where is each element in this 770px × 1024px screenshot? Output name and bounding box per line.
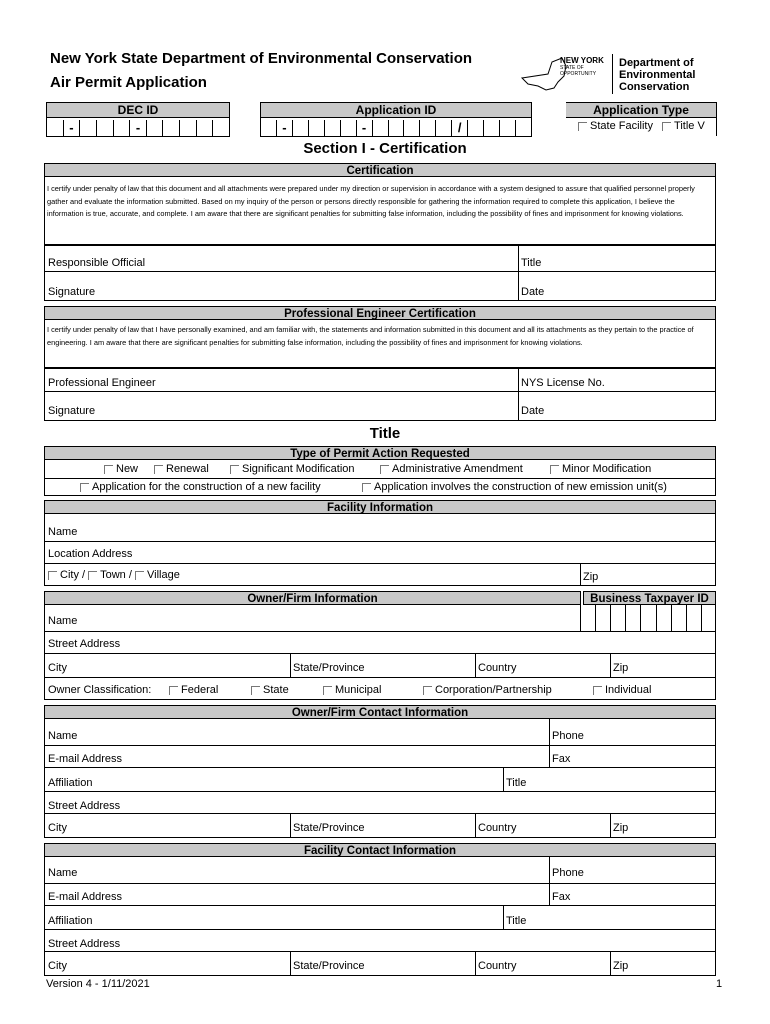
id-cell[interactable] bbox=[516, 120, 531, 136]
divider bbox=[549, 746, 550, 767]
id-cell[interactable] bbox=[309, 120, 325, 136]
country-label: Country bbox=[478, 662, 517, 674]
minor-checkbox[interactable] bbox=[550, 465, 559, 474]
zip-label: Zip bbox=[613, 960, 629, 972]
id-cell[interactable] bbox=[484, 120, 500, 136]
facility-contact-bar: Facility Contact Information bbox=[44, 843, 716, 857]
name-label: Name bbox=[48, 867, 78, 879]
phone-label: Phone bbox=[552, 730, 584, 742]
title-label: Title bbox=[506, 777, 527, 789]
cls-state-label: State bbox=[263, 684, 289, 696]
opt-new-label: New bbox=[116, 463, 139, 475]
oc-city-row[interactable] bbox=[44, 814, 716, 838]
city-checkbox[interactable] bbox=[48, 571, 57, 580]
renewal-checkbox[interactable] bbox=[154, 465, 163, 474]
id-cell[interactable] bbox=[197, 120, 214, 136]
id-cell[interactable] bbox=[147, 120, 164, 136]
opt-new[interactable] bbox=[104, 463, 138, 475]
dec-id-label: DEC ID bbox=[47, 103, 229, 118]
affiliation-label: Affiliation bbox=[48, 915, 93, 927]
sigmod-checkbox[interactable] bbox=[230, 465, 239, 474]
divider bbox=[549, 857, 550, 883]
opt-sigmod-label: Significant Modification bbox=[242, 463, 355, 475]
city-label: City bbox=[48, 822, 67, 834]
cls-municipal[interactable] bbox=[323, 684, 381, 696]
id-cell[interactable] bbox=[404, 120, 420, 136]
owner-class-row[interactable] bbox=[44, 678, 716, 700]
zip-label: Zip bbox=[583, 571, 599, 583]
cls-individual[interactable] bbox=[593, 684, 651, 696]
divider bbox=[503, 768, 504, 791]
fax-label: Fax bbox=[552, 891, 571, 903]
app-type-label: Application Type bbox=[566, 103, 716, 118]
opt-admin-label: Administrative Amendment bbox=[392, 463, 523, 475]
date-label: Date bbox=[521, 286, 545, 298]
tax-cell[interactable] bbox=[595, 605, 610, 632]
city-town-village-row[interactable] bbox=[44, 564, 716, 586]
responsible-official-row[interactable] bbox=[44, 245, 716, 272]
location-address-label: Location Address bbox=[48, 548, 133, 560]
id-cell-slash: / bbox=[452, 120, 468, 136]
state-province-label: State/Province bbox=[293, 822, 365, 834]
street-address-label: Street Address bbox=[48, 800, 121, 812]
id-cell[interactable] bbox=[114, 120, 131, 136]
owner-name-label: Name bbox=[48, 615, 78, 627]
title-label: Title bbox=[506, 915, 527, 927]
cls-corp-label: Corporation/Partnership bbox=[435, 684, 552, 696]
affiliation-label: Affiliation bbox=[48, 777, 93, 789]
fax-label: Fax bbox=[552, 753, 571, 765]
owner-class-label: Owner Classification: bbox=[48, 684, 152, 696]
fc-affiliation-row[interactable] bbox=[44, 906, 716, 930]
owner-street-row[interactable] bbox=[44, 632, 716, 654]
id-cell[interactable] bbox=[373, 120, 389, 136]
dec-id-cells[interactable] bbox=[47, 120, 229, 136]
village-checkbox[interactable] bbox=[135, 571, 144, 580]
divider bbox=[610, 814, 611, 837]
page-number: 1 bbox=[716, 978, 723, 990]
app-type-options bbox=[578, 120, 705, 132]
opt-minor-label: Minor Modification bbox=[562, 463, 652, 475]
divider bbox=[518, 246, 519, 271]
dec-id-box bbox=[46, 102, 230, 137]
construct-units-checkbox[interactable] bbox=[362, 483, 371, 492]
new-checkbox[interactable] bbox=[104, 465, 113, 474]
opt-renewal-label: Renewal bbox=[166, 463, 209, 475]
state-facility-label: State Facility bbox=[590, 120, 653, 132]
divider bbox=[475, 952, 476, 975]
tax-cell[interactable] bbox=[610, 605, 625, 632]
street-address-label: Street Address bbox=[48, 638, 121, 650]
divider bbox=[549, 719, 550, 745]
tax-cell[interactable] bbox=[686, 605, 701, 632]
opt-construct-facility[interactable] bbox=[80, 481, 321, 493]
cls-state[interactable] bbox=[251, 684, 289, 696]
federal-checkbox[interactable] bbox=[169, 686, 178, 695]
street-address-label: Street Address bbox=[48, 938, 121, 950]
name-label: Name bbox=[48, 730, 78, 742]
certification-bar: Certification bbox=[44, 163, 716, 177]
cert-text: I certify under penalty of law that this document and all attachments were prepared under my direction or supervision in accordance with a system designed to assure that qualified personnel properly gather and evaluate the information submitted. Based on my inquiry of the person or persons directly responsible for gathering the information required to complete this application, I believe the information is true, accurate, and complete. I am aware that there are significant penalties for submitting false information, including the possibility of fines and imprisonment for knowing violations. bbox=[47, 184, 695, 219]
divider bbox=[290, 952, 291, 975]
id-cell[interactable] bbox=[163, 120, 180, 136]
divider bbox=[290, 814, 291, 837]
signature-label: Signature bbox=[48, 405, 96, 417]
cls-municipal-label: Municipal bbox=[335, 684, 382, 696]
logo-sub2: OPPORTUNITY bbox=[560, 71, 597, 77]
id-cell[interactable] bbox=[341, 120, 357, 136]
id-cell-dash: - bbox=[277, 120, 293, 136]
taxpayer-id-cells[interactable] bbox=[580, 605, 716, 632]
app-id-label: Application ID bbox=[261, 103, 531, 118]
city-label: City bbox=[48, 960, 67, 972]
city-option-label: City / bbox=[60, 569, 86, 581]
id-cell[interactable] bbox=[468, 120, 484, 136]
cls-federal-label: Federal bbox=[181, 684, 219, 696]
logo-divider bbox=[612, 54, 613, 94]
id-cell[interactable] bbox=[500, 120, 516, 136]
form-title: Air Permit Application bbox=[50, 74, 207, 91]
owner-city-row[interactable] bbox=[44, 654, 716, 678]
state-province-label: State/Province bbox=[293, 960, 365, 972]
zip-label: Zip bbox=[613, 822, 629, 834]
divider bbox=[44, 478, 716, 479]
municipal-checkbox[interactable] bbox=[323, 686, 332, 695]
id-cell[interactable] bbox=[436, 120, 452, 136]
opt-construct-units[interactable] bbox=[362, 481, 667, 493]
signature-label: Signature bbox=[48, 286, 96, 298]
cls-individual-label: Individual bbox=[605, 684, 652, 696]
app-type-box bbox=[566, 102, 717, 136]
fc-street-row[interactable] bbox=[44, 930, 716, 952]
city-label: City bbox=[48, 662, 67, 674]
corp-checkbox[interactable] bbox=[423, 686, 432, 695]
opt-minor[interactable] bbox=[550, 463, 651, 475]
id-cell[interactable] bbox=[293, 120, 309, 136]
id-cell[interactable] bbox=[261, 120, 277, 136]
email-label: E-mail Address bbox=[48, 891, 122, 903]
divider bbox=[475, 814, 476, 837]
id-cell[interactable] bbox=[213, 120, 229, 136]
oc-affiliation-row[interactable] bbox=[44, 768, 716, 792]
app-id-cells[interactable] bbox=[261, 120, 531, 136]
facility-name-row[interactable] bbox=[44, 514, 716, 542]
tax-cell[interactable] bbox=[640, 605, 655, 632]
facility-info-bar: Facility Information bbox=[44, 500, 716, 514]
tax-cell[interactable] bbox=[671, 605, 686, 632]
opt-construct-units-label: Application involves the construction of new emission unit(s) bbox=[374, 481, 667, 493]
facility-name-label: Name bbox=[48, 526, 78, 538]
town-option-label: Town / bbox=[100, 569, 132, 581]
location-address-row[interactable] bbox=[44, 542, 716, 564]
oc-name-row[interactable] bbox=[44, 719, 716, 746]
responsible-official-label: Responsible Official bbox=[48, 257, 146, 269]
id-cell[interactable] bbox=[47, 120, 64, 136]
divider bbox=[290, 654, 291, 677]
opt-renewal[interactable] bbox=[154, 463, 209, 475]
id-cell-dash: - bbox=[64, 120, 81, 136]
logo-dept-line3: Conservation bbox=[619, 81, 690, 93]
permit-action-bar: Type of Permit Action Requested bbox=[44, 446, 716, 460]
section2-title: Title bbox=[369, 425, 401, 442]
id-cell[interactable] bbox=[420, 120, 436, 136]
date-label: Date bbox=[521, 405, 545, 417]
logo-dept-line1: Department of bbox=[619, 57, 694, 69]
divider bbox=[518, 369, 519, 391]
owner-contact-bar: Owner/Firm Contact Information bbox=[44, 705, 716, 719]
cls-federal[interactable] bbox=[169, 684, 218, 696]
fc-city-row[interactable] bbox=[44, 952, 716, 976]
pe-label: Professional Engineer bbox=[48, 377, 156, 389]
pe-text: I certify under penalty of law that I have personally examined, and am familiar with, the statements and information submitted in this document and all its attachments as they pertain to the practice of engineering. I am aware that there are significant penalties for submitting false information, including the possibility of fines and imprisonment for knowing violations. bbox=[47, 325, 694, 347]
id-cell[interactable] bbox=[325, 120, 341, 136]
taxpayer-id-bar: Business Taxpayer ID bbox=[583, 591, 716, 605]
divider bbox=[610, 952, 611, 975]
divider bbox=[475, 654, 476, 677]
fc-email-row[interactable] bbox=[44, 884, 716, 906]
divider bbox=[518, 272, 519, 300]
tax-cell[interactable] bbox=[656, 605, 671, 632]
construct-facility-checkbox[interactable] bbox=[80, 483, 89, 492]
municipality-options bbox=[48, 569, 180, 581]
opt-sigmod[interactable] bbox=[230, 463, 355, 475]
state-facility-checkbox[interactable] bbox=[578, 122, 587, 131]
pe-row[interactable] bbox=[44, 368, 716, 392]
id-cell-dash: - bbox=[357, 120, 373, 136]
cls-corp[interactable] bbox=[423, 684, 552, 696]
village-option-label: Village bbox=[146, 569, 180, 581]
owner-name-row[interactable] bbox=[44, 605, 716, 632]
id-cell[interactable] bbox=[80, 120, 97, 136]
divider bbox=[518, 392, 519, 420]
logo-state: NEW YORK bbox=[560, 56, 604, 65]
divider bbox=[610, 654, 611, 677]
id-cell[interactable] bbox=[97, 120, 114, 136]
version-label: Version 4 - 1/11/2021 bbox=[46, 978, 150, 990]
agency-title: New York State Department of Environmental Conservation bbox=[50, 50, 473, 67]
phone-label: Phone bbox=[552, 867, 584, 879]
pe-signature-row[interactable] bbox=[44, 392, 716, 421]
nys-logo bbox=[518, 52, 618, 94]
id-cell[interactable] bbox=[389, 120, 405, 136]
title-v-label: Title V bbox=[674, 120, 705, 132]
id-cell[interactable] bbox=[180, 120, 197, 136]
section1-title: Section I - Certification bbox=[303, 140, 467, 157]
oc-street-row[interactable] bbox=[44, 792, 716, 814]
logo-dept-line2: Environmental bbox=[619, 69, 696, 81]
logo-dept bbox=[619, 57, 695, 93]
owner-info-bar: Owner/Firm Information bbox=[44, 591, 581, 605]
tax-cell[interactable] bbox=[701, 605, 716, 632]
logo-sub1: STATE OF bbox=[560, 65, 584, 71]
title-v-checkbox[interactable] bbox=[662, 122, 671, 131]
zip-label: Zip bbox=[613, 662, 629, 674]
country-label: Country bbox=[478, 822, 517, 834]
app-id-box bbox=[260, 102, 532, 137]
opt-admin[interactable] bbox=[380, 463, 523, 475]
divider bbox=[549, 884, 550, 905]
individual-checkbox[interactable] bbox=[593, 686, 602, 695]
divider bbox=[503, 906, 504, 929]
opt-construct-facility-label: Application for the construction of a new facility bbox=[92, 481, 321, 493]
email-label: E-mail Address bbox=[48, 753, 122, 765]
license-label: NYS License No. bbox=[521, 377, 605, 389]
pe-cert-bar: Professional Engineer Certification bbox=[44, 306, 716, 320]
town-checkbox[interactable] bbox=[88, 571, 97, 580]
divider bbox=[580, 564, 581, 585]
id-cell-dash: - bbox=[130, 120, 147, 136]
signature-row[interactable] bbox=[44, 272, 716, 301]
country-label: Country bbox=[478, 960, 517, 972]
fc-name-row[interactable] bbox=[44, 857, 716, 884]
oc-email-row[interactable] bbox=[44, 746, 716, 768]
tax-cell[interactable] bbox=[625, 605, 640, 632]
state-province-label: State/Province bbox=[293, 662, 365, 674]
state-checkbox[interactable] bbox=[251, 686, 260, 695]
tax-cell[interactable] bbox=[580, 605, 595, 632]
title-label: Title bbox=[521, 257, 542, 269]
admin-checkbox[interactable] bbox=[380, 465, 389, 474]
